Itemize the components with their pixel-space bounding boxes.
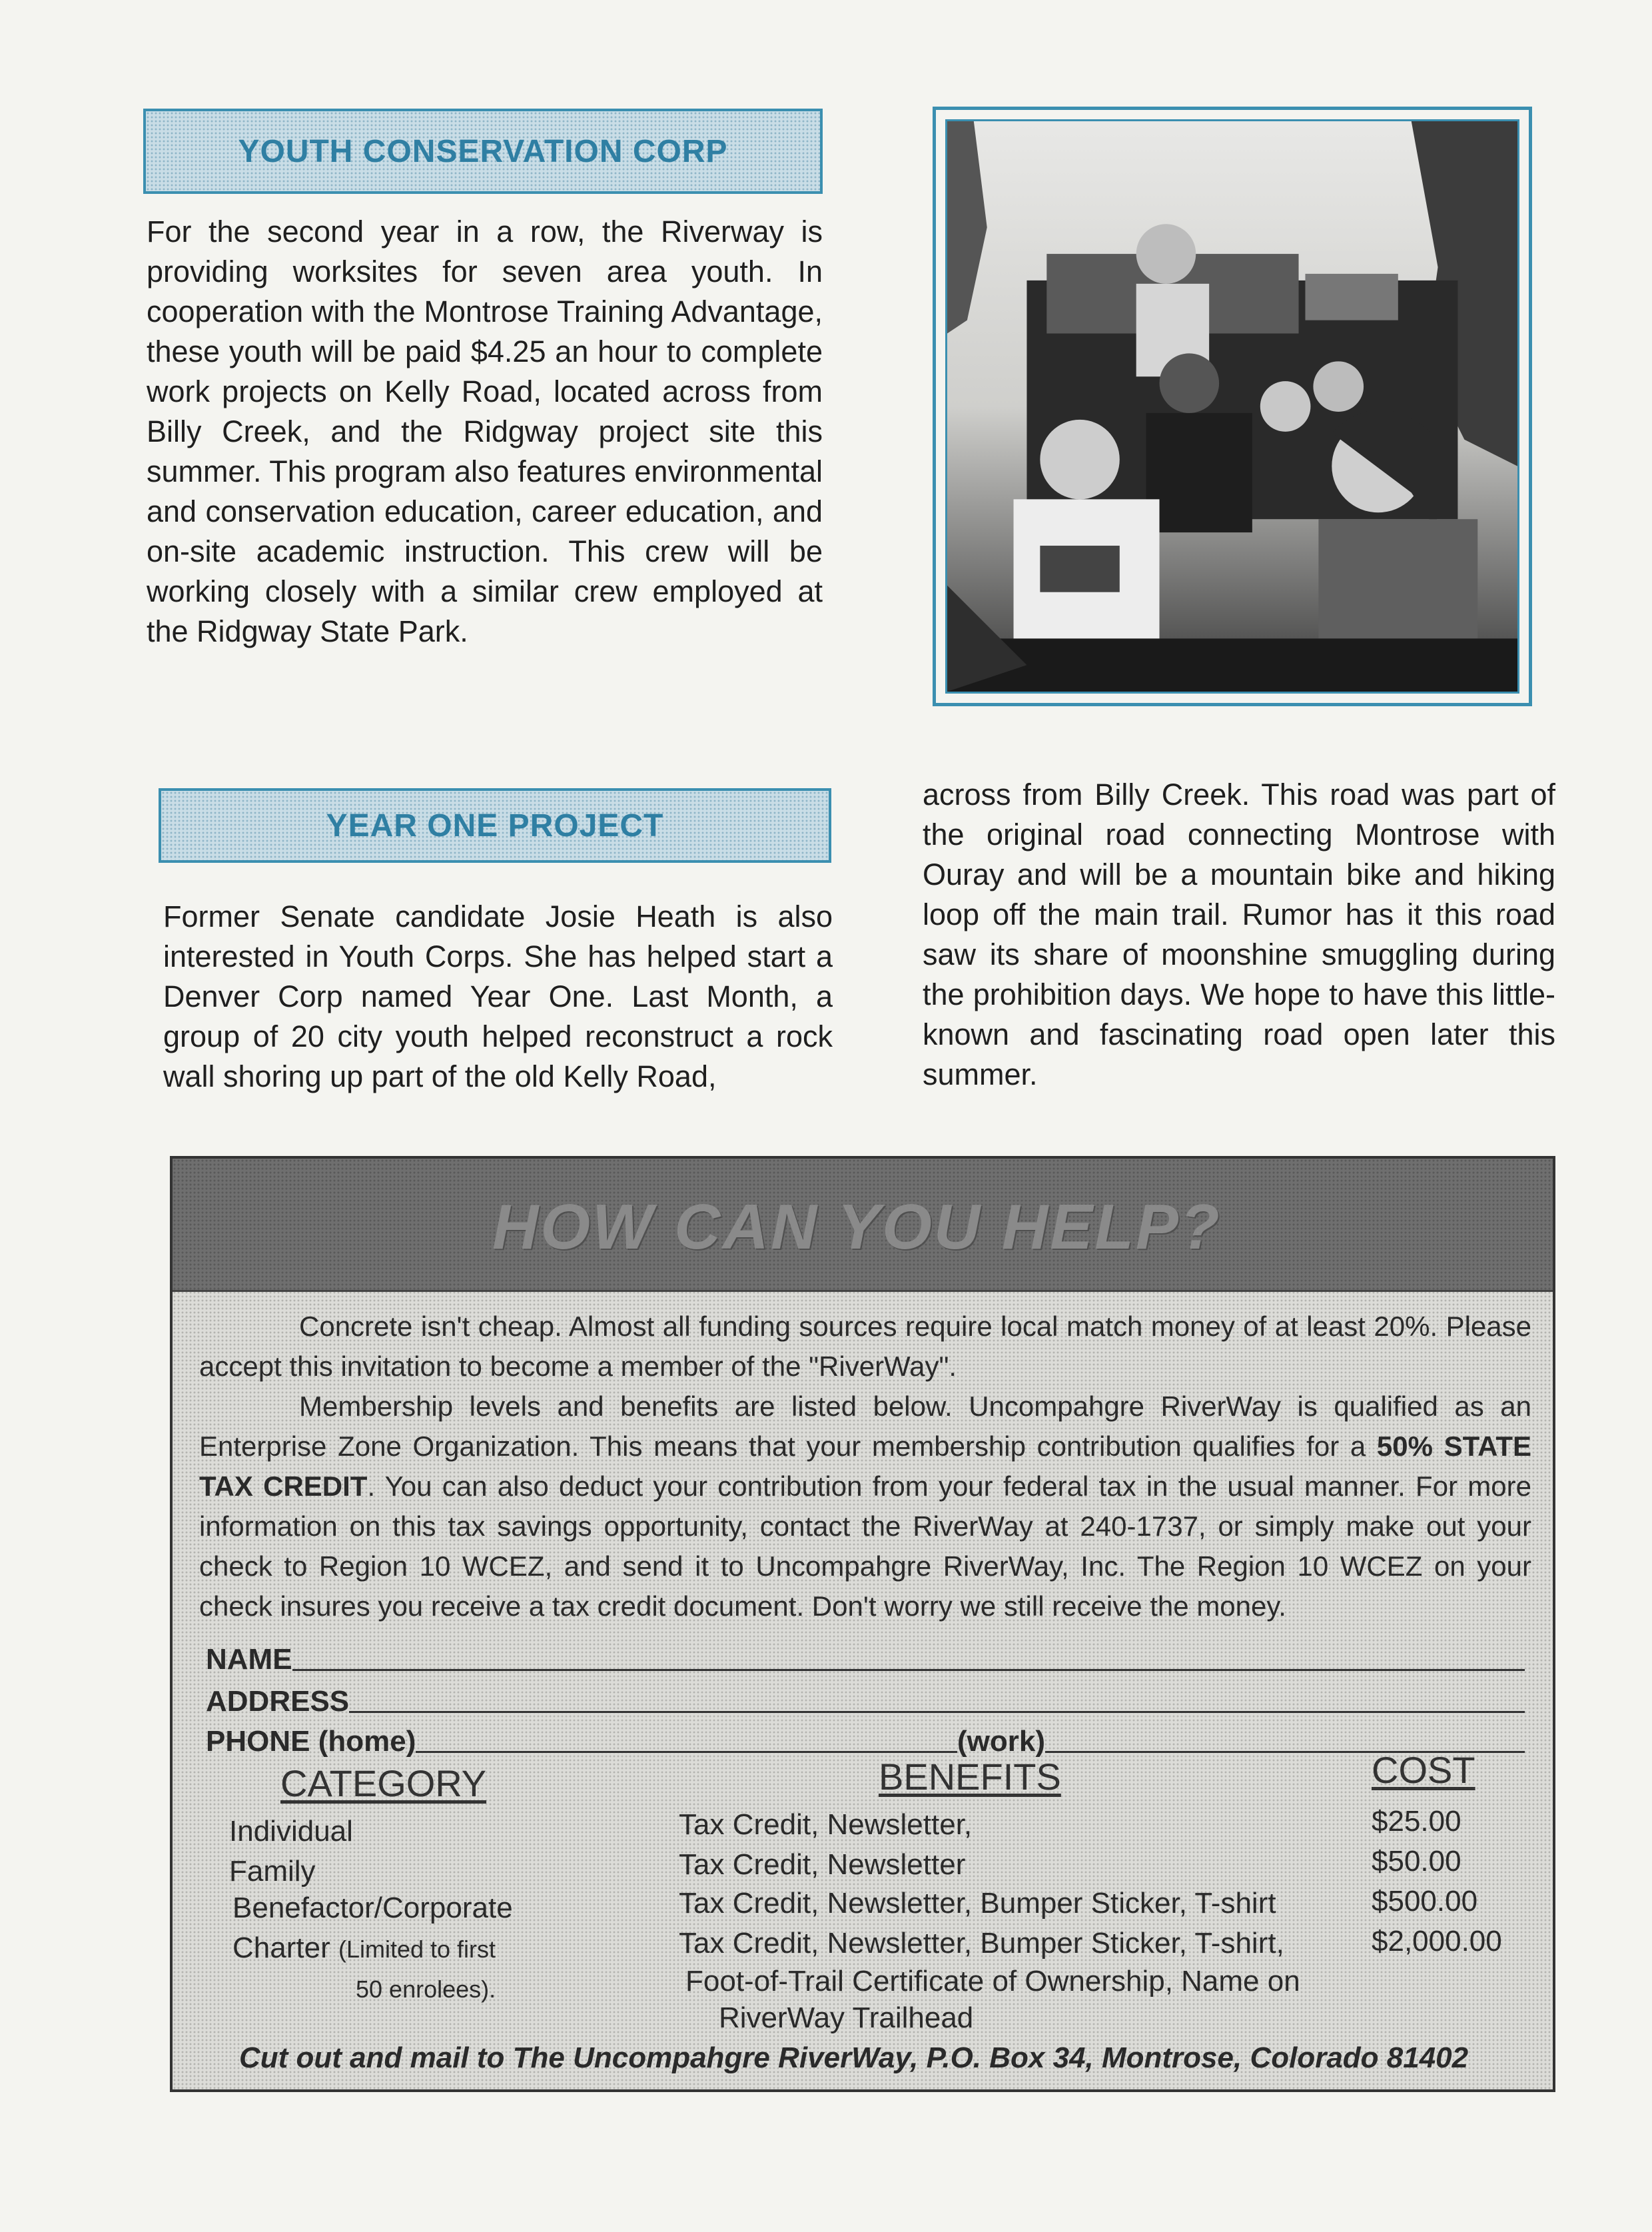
name-field[interactable] xyxy=(206,1635,1525,1676)
youth-crew-photo-frame xyxy=(933,107,1532,706)
cost-column-header: COST xyxy=(1372,1749,1475,1791)
category-benefactor: Benefactor/Corporate xyxy=(232,1892,513,1924)
benefits-charter: Tax Credit, Newsletter, Bumper Sticker, T-shirt, xyxy=(679,1927,1284,1959)
state-tax-credit-emphasis: 50% STATE TAX CREDIT xyxy=(199,1430,1532,1502)
benefits-benefactor: Tax Credit, Newsletter, Bumper Sticker, T-shirt xyxy=(679,1887,1276,1920)
membership-form-title-bar xyxy=(173,1159,1553,1292)
category-family: Family xyxy=(229,1855,316,1888)
membership-details-paragraph xyxy=(199,1387,1531,1626)
address-field[interactable] xyxy=(206,1677,1525,1718)
category-individual: Individual xyxy=(229,1815,353,1848)
name-blank[interactable] xyxy=(292,1644,1525,1671)
youth-crew-photo xyxy=(945,119,1519,694)
year-one-project-body-left: Former Senate candidate Josie Heath is also interested in Youth Corps. She has helped start a Denver Corp named Year One. Last Month, a group of 20 city youth helped reconstruct a rock wall shoring up part of the old Kelly Road, xyxy=(163,899,833,1093)
membership-details-text-a: Membership levels and benefits are listed below. Uncompahgre RiverWay is qualified as an Enterprise Zone Organization. This means that your membership contribution qualifies for a xyxy=(199,1391,1531,1462)
youth-conservation-header-text: YOUTH CONSERVATION CORP xyxy=(238,133,728,169)
youth-crew-photo-image xyxy=(947,121,1517,692)
youth-conservation-header xyxy=(143,109,823,194)
membership-details-text-b: . You can also deduct your contribution from your federal tax in the usual manner. For more information on this tax savings opportunity, contact the RiverWay at 240-1737, or simply make out your check to Region 10 WCEZ, and send it to Uncompahgre RiverWay, Inc. The Region 10 WCEZ on your check insures you receive a tax credit document. Don't worry we still receive the money. xyxy=(199,1470,1531,1622)
cost-charter: $2,000.00 xyxy=(1372,1925,1502,1957)
name-label: NAME xyxy=(206,1643,292,1676)
benefits-charter-3: RiverWay Trailhead xyxy=(719,2001,974,2034)
category-column-header: CATEGORY xyxy=(280,1762,487,1804)
membership-intro-paragraph xyxy=(199,1307,1531,1387)
year-one-project-header xyxy=(159,788,831,863)
mailing-address-footer: Cut out and mail to The Uncompahgre RiverWay, P.O. Box 34, Montrose, Colorado 81402 xyxy=(239,2041,1469,2074)
membership-form-title: HOW CAN YOU HELP? xyxy=(492,1191,1222,1263)
phone-field[interactable] xyxy=(206,1717,1525,1758)
category-charter xyxy=(232,1928,496,1969)
phone-work-label: (work) xyxy=(957,1725,1045,1758)
address-blank[interactable] xyxy=(349,1686,1525,1713)
phone-home-label: PHONE (home) xyxy=(206,1725,416,1758)
benefits-column-header: BENEFITS xyxy=(879,1756,1061,1798)
benefits-individual: Tax Credit, Newsletter, xyxy=(679,1808,973,1841)
membership-form xyxy=(170,1156,1555,2092)
category-charter-label: Charter xyxy=(232,1932,330,1964)
year-one-project-body-right: across from Billy Creek. This road was part of the original road connecting Montrose with Ouray and will be a mountain bike and hiking loop off the main trail. Rumor has it this road saw its share of moonshine smuggling during the prohibition days. We hope to have this little-known and fascinating road open later this summer. xyxy=(923,778,1555,1091)
youth-conservation-body: For the second year in a row, the Riverway is providing worksites for seven area youth. In cooperation with the Montrose Training Advantage, these youth will be paid $4.25 an hour to complete work projects on Kelly Road, located across from Billy Creek, and the Ridgway project site this summer. This program also features environmental and conservation education, career education, and on-site academic instruction. This crew will be working closely with a similar crew employed at the Ridgway State Park. xyxy=(147,215,823,648)
category-charter-note: (Limited to first xyxy=(338,1936,496,1963)
cost-family: $50.00 xyxy=(1372,1845,1461,1878)
category-charter-note-2 xyxy=(356,1968,496,2009)
cost-individual: $25.00 xyxy=(1372,1805,1461,1838)
category-charter-note-2-text: 50 enrolees). xyxy=(356,1975,496,2003)
year-one-project-header-text: YEAR ONE PROJECT xyxy=(326,808,664,843)
benefits-family: Tax Credit, Newsletter xyxy=(679,1848,966,1881)
cost-benefactor: $500.00 xyxy=(1372,1885,1478,1918)
phone-home-blank[interactable] xyxy=(416,1726,957,1753)
benefits-charter-2: Foot-of-Trail Certificate of Ownership, Name on xyxy=(685,1965,1300,1997)
address-label: ADDRESS xyxy=(206,1685,350,1718)
membership-intro-text: Concrete isn't cheap. Almost all funding sources require local match money of at least 20%. Please accept this invitation to become a member of the "RiverWay". xyxy=(199,1311,1531,1382)
